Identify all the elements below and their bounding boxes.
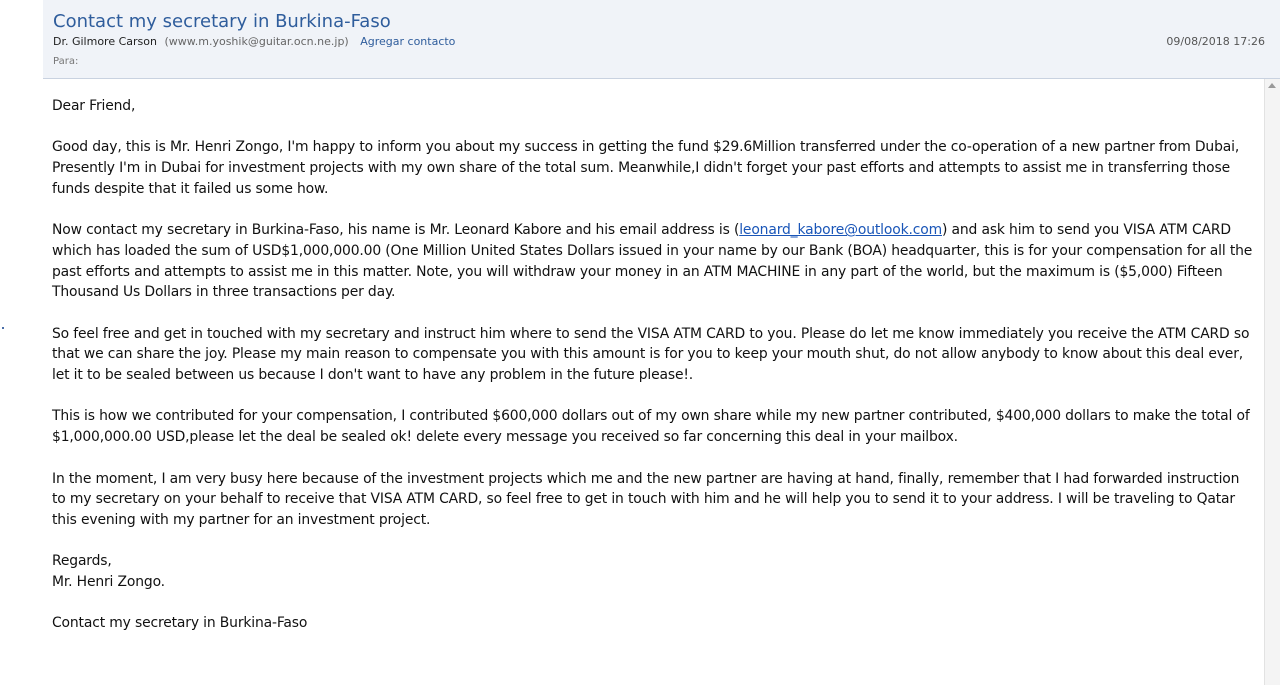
add-contact-link[interactable]: Agregar contacto [360,35,456,48]
email-date: 09/08/2018 17:26 [1166,35,1265,48]
email-header [43,0,1280,79]
paragraph-4: This is how we contributed for your compensation, I contributed $600,000 dollars out of my own share while my new partner contributed, $400,000 dollars to make the total of $1,000,000.00 USD,please let the deal be sealed ok! delete every message you received so far concerning this deal in your mailbox. [52,408,1250,446]
paragraph-2-end: ) and ask him to send you VISA ATM CARD which has loaded the sum of USD$1,000,000.00 (One Million United States Dollars issued in your name by our Bank (BOA) headquarter, this is for your compensation for all the past efforts and attempts to assist me in this matter. Note, you will withdraw your money in an ATM MACHINE in any part of the world, but the maximum is ($5,000) Fifteen Thousand Us Dollars in three transactions per day. [52,222,1253,301]
left-margin [0,0,43,685]
paragraph-1: Good day, this is Mr. Henri Zongo, I'm happy to inform you about my success in getting the fund $29.6Million transferred under the co-operation of a new partner from Dubai, Presently I'm in Dubai for investment projects with my own share of the total sum. Meanwhile,I didn't forget your past efforts and attempts to assist me in transferring those funds despite that it failed us some how. [52,139,1240,197]
signature: Contact my secretary in Burkina-Faso [52,615,308,632]
paragraph-3: So feel free and get in touched with my secretary and instruct him where to send the VISA ATM CARD to you. Please do let me know immediately you receive the ATM CARD so that we can share the joy. Please my main reason to compensate you with this amount is for you to keep your mouth shut, do not allow anybody to know about this deal ever, let it to be sealed between us because I don't want to have any problem in the future please!. [52,325,1250,384]
email-subject: Contact my secretary in Burkina-Faso [53,11,391,32]
paragraph-2 [52,220,1257,303]
vertical-scrollbar[interactable] [1264,79,1280,685]
email-body [43,79,1265,685]
closing-name: Mr. Henri Zongo. [52,574,165,591]
message-text [52,96,1257,655]
paragraph-2-start: Now contact my secretary in Burkina-Faso, his name is Mr. Leonard Kabore and his email address is ( [52,222,740,239]
left-dot-marker [2,327,4,329]
paragraph-5: In the moment, I am very busy here because of the investment projects which me and the new partner are having at hand, finally, remember that I had forwarded instruction to my secretary on your behalf to receive that VISA ATM CARD, so feel free to get in touch with him and he will help you to send it to your address. I will be traveling to Qatar this evening with my partner for an investment project. [52,470,1240,528]
closing-regards: Regards, [52,553,112,570]
secretary-email-link[interactable]: leonard_kabore@outlook.com [739,222,942,239]
to-label: Para: [53,56,79,67]
sender-email: (www.m.yoshik@guitar.ocn.ne.jp) [164,35,349,48]
greeting: Dear Friend, [52,98,136,114]
sender-row [53,35,455,48]
closing [52,551,1257,592]
scroll-up-arrow-icon[interactable] [1268,83,1276,88]
sender-name[interactable]: Dr. Gilmore Carson [53,35,157,48]
